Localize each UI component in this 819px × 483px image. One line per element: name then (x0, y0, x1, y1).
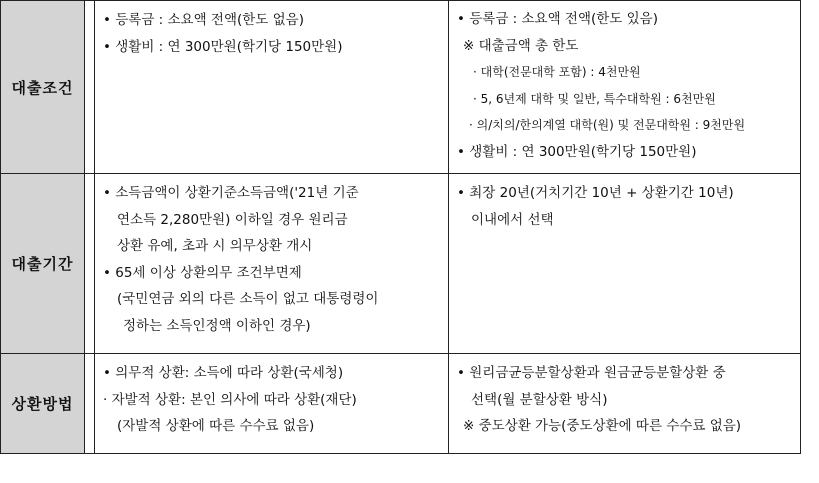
cell-line: 정하는 소득인정액 이하인 경우) (123, 317, 311, 334)
cell-line: ※ 대출금액 총 한도 (463, 37, 579, 54)
loan-conditions-col1 (95, 1, 449, 174)
row-label-loan-conditions: 대출조건 (1, 1, 85, 174)
loan-conditions-col2 (449, 1, 801, 174)
table-row (1, 1, 801, 174)
cell-line: · 자발적 상환: 본인 의사에 따라 상환(재단) (103, 391, 357, 408)
spacer-column (85, 354, 95, 454)
cell-line: · 의/치의/한의계열 대학(원) 및 전문대학원 : 9천만원 (469, 118, 746, 132)
cell-line: • 65세 이상 상환의무 조건부면제 (103, 264, 302, 281)
loan-period-col1 (95, 174, 449, 354)
table-row (1, 174, 801, 354)
cell-line: • 원리금균등분할상환과 원금균등분할상환 중 (457, 365, 726, 381)
cell-line: • 의무적 상환: 소득에 따라 상환(국세청) (103, 365, 344, 381)
cell-line: • 등록금 : 소요액 전액(한도 있음) (457, 11, 658, 27)
cell-line: · 5, 6년제 대학 및 일반, 특수대학원 : 6천만원 (473, 91, 716, 106)
row-label-repayment-method: 상환방법 (1, 354, 85, 454)
cell-line: 선택(월 분할상환 방식) (471, 391, 608, 408)
cell-line: (국민연금 외의 다른 소득이 없고 대통령령이 (117, 291, 379, 307)
cell-line: ※ 중도상환 가능(중도상환에 따른 수수료 없음) (463, 418, 742, 434)
cell-line: 이내에서 선택 (471, 211, 554, 228)
cell-line: (자발적 상환에 따른 수수료 없음) (117, 418, 315, 434)
row-label-loan-period: 대출기간 (1, 174, 85, 354)
cell-line: 연소득 2,280만원) 이하일 경우 원리금 (117, 211, 348, 228)
repayment-method-col2 (449, 354, 801, 454)
cell-line: • 생활비 : 연 300만원(학기당 150만원) (457, 143, 697, 160)
cell-line: • 최장 20년(거치기간 10년 + 상환기간 10년) (457, 185, 734, 201)
cell-line: • 등록금 : 소요액 전액(한도 없음) (103, 12, 304, 28)
spacer-column (85, 174, 95, 354)
cell-line: 상환 유예, 초과 시 의무상환 개시 (117, 238, 313, 254)
cell-line: · 대학(전문대학 포함) : 4천만원 (473, 65, 641, 79)
table-row (1, 354, 801, 454)
cell-line: • 소득금액이 상환기준소득금액('21년 기준 (103, 185, 359, 201)
cell-line: • 생활비 : 연 300만원(학기당 150만원) (103, 38, 343, 55)
spacer-column (85, 1, 95, 174)
loan-period-col2 (449, 174, 801, 354)
repayment-method-col1 (95, 354, 449, 454)
